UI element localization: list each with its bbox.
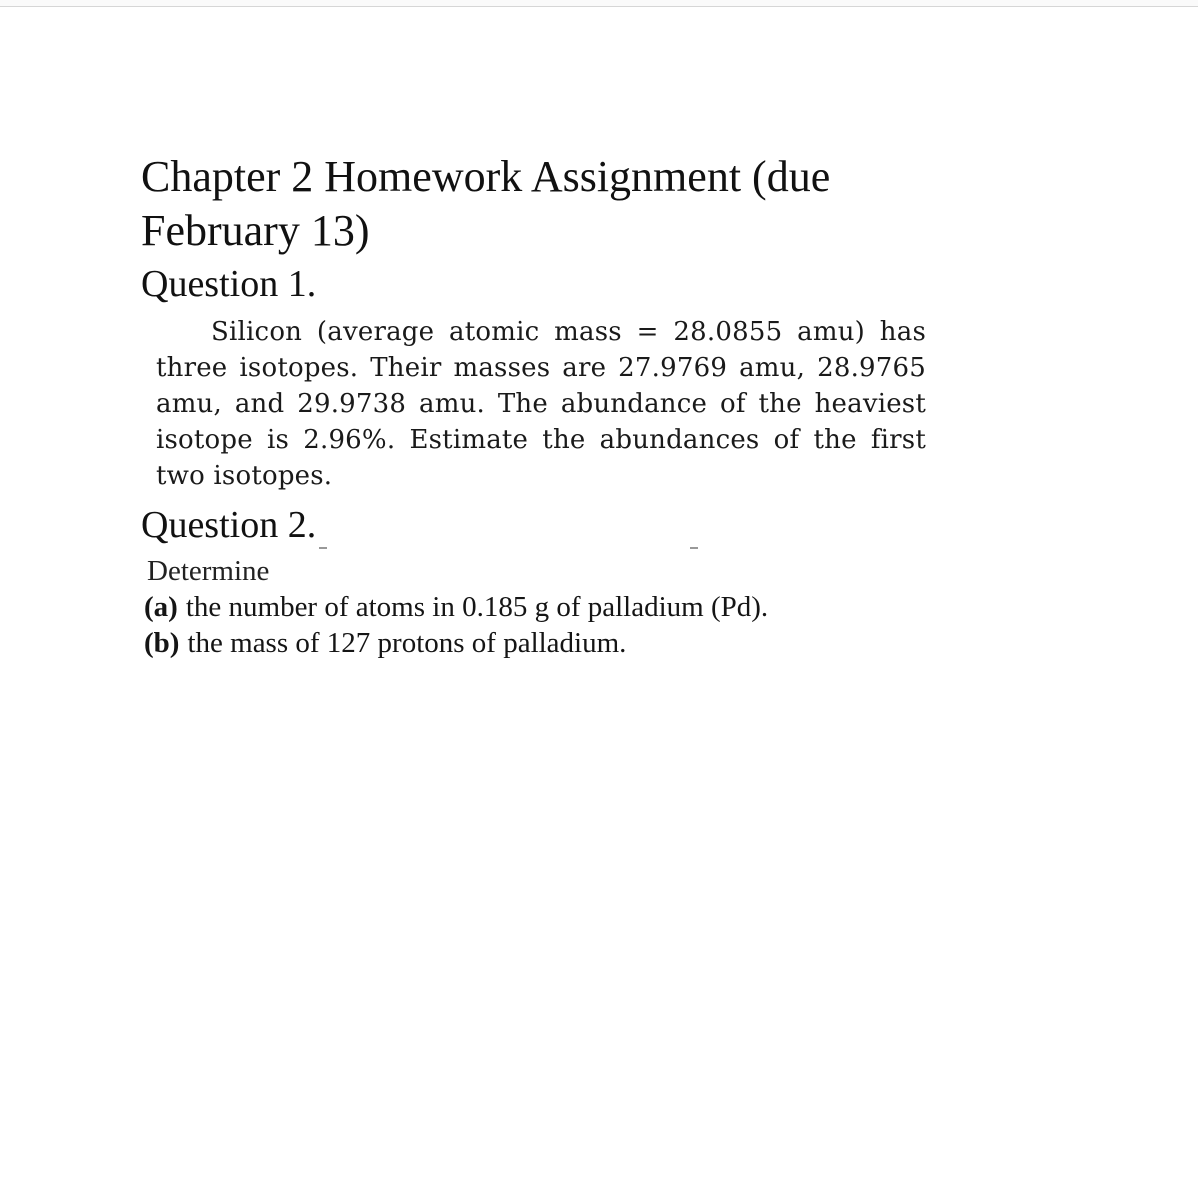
question-2-intro: Determine [147, 555, 270, 587]
page-title: Chapter 2 Homework Assignment (due February 13) [141, 152, 831, 255]
part-a-text: the number of atoms in 0.185 g of palladium (Pd). [185, 591, 769, 623]
list-item [144, 589, 768, 625]
top-border [0, 0, 1198, 7]
question-1-heading: Question 1. [141, 263, 317, 305]
question-2-heading: Question 2. [141, 504, 317, 546]
scan-mark [690, 547, 698, 549]
part-a-label: (a) [144, 591, 178, 623]
scan-mark [319, 547, 327, 549]
part-b-label: (b) [144, 627, 180, 659]
list-item [144, 625, 768, 661]
question-2-parts [144, 589, 768, 661]
part-b-text: the mass of 127 protons of palladium. [187, 627, 627, 659]
question-1-text: Silicon (average atomic mass = 28.0855 amu) has three isotopes. Their masses are 27.9769 amu, 28.9765 amu, and 29.9738 amu. The abundance of the heaviest isotope is 2.96%. Estimate the abundances of the first two isotopes. [156, 317, 926, 491]
